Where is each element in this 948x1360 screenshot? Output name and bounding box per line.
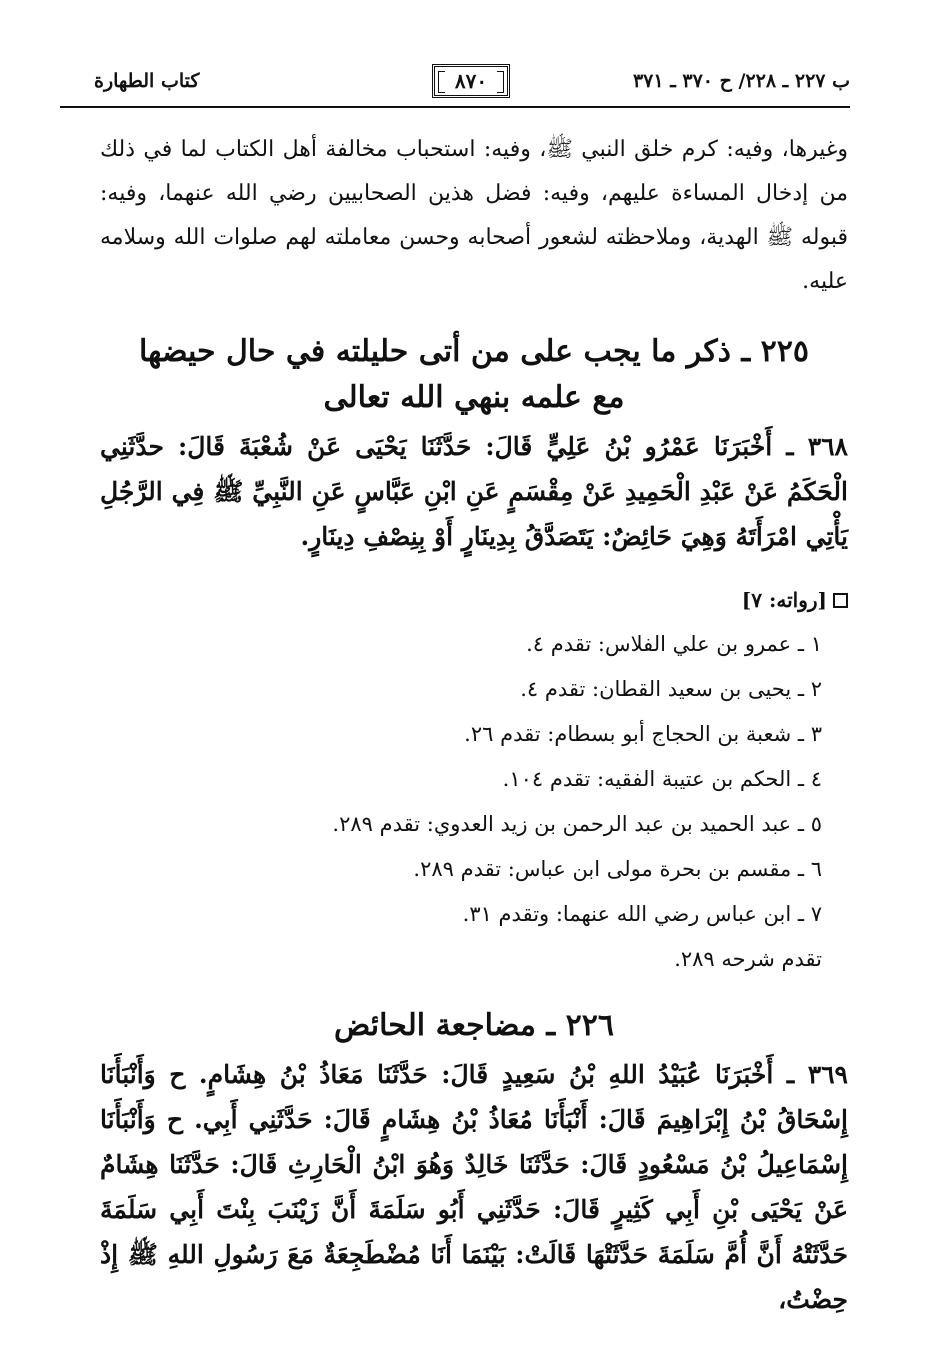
narrator-item: ٤ ـ الحكم بن عتيبة الفقيه: تقدم ١٠٤. bbox=[502, 767, 822, 791]
narrator-item: ١ ـ عمرو بن علي الفلاس: تقدم ٤. bbox=[526, 632, 822, 656]
narrators-list bbox=[332, 622, 822, 982]
narrator-item: ٣ ـ شعبة بن الحجاج أبو بسطام: تقدم ٢٦. bbox=[464, 722, 822, 746]
narrator-item: ٢ ـ يحيى بن سعيد القطان: تقدم ٤. bbox=[520, 677, 822, 701]
page-number-box bbox=[432, 64, 510, 98]
narrator-item: ٥ ـ عبد الحميد بن عبد الرحمن بن زيد العدوي: تقدم ٢٨٩. bbox=[332, 812, 822, 836]
narrator-item: ٧ ـ ابن عباس رضي الله عنهما: وتقدم ٣١. bbox=[462, 902, 822, 926]
chapter-225-heading-line2: مع علمه بنهي الله تعالى bbox=[323, 380, 625, 415]
hadith-368-text: ٣٦٨ ـ أَخْبَرَنَا عَمْرُو بْنُ عَلِيٍّ قَالَ: حَدَّثَنَا يَحْيَى عَنْ شُعْبَةَ قَالَ: حدَّثَنِي الْحَكَمُ عَنْ عَبْدِ الْحَمِيدِ عَنْ مِقْسَمٍ عَنِ ابْنِ عَبَّاسٍ عَنِ النَّبِيِّ ﷺ فِي الرَّجُلِ يَأْتِي امْرَأَتَهُ وَهِيَ حَائِضٌ: يَتَصَدَّقُ بِدِينَارٍ أَوْ بِنِصْفِ دِينَارٍ. bbox=[100, 432, 848, 551]
page-header bbox=[60, 64, 850, 104]
chapter-226-heading: ٢٢٦ ـ مضاجعة الحائض bbox=[334, 1008, 614, 1043]
narrators-count-label: [رواته: ٧] bbox=[741, 588, 827, 612]
intro-paragraph: وغيرها، وفيه: كرم خلق النبي ﷺ، وفيه: استحباب مخالفة أهل الكتاب لما في ذلك من إدخال المساءة عليهم، وفيه: فضل هذين الصحابيين رضي الله عنهما، وفيه: قبوله ﷺ الهدية، وملاحظته لشعور أصحابه وحسن معاملته لهم صلوات الله وسلامه عليه. bbox=[100, 137, 848, 294]
hadith-369-text: ٣٦٩ ـ أَخْبَرَنَا عُبَيْدُ اللهِ بْنُ سَعِيدٍ قَالَ: حَدَّثَنَا مَعَاذُ بْنُ هِشَامٍ. ح وَأَنْبَأَنَا إِسْحَاقُ بْنُ إِبْرَاهِيمَ قَالَ: أَنْبَأَنَا مُعَاذُ بْنُ هِشَامٍ قَالَ: حَدَّثَنِي أَبِي. ح وَأَنْبَأَنَا إِسْمَاعِيلُ بْنُ مَسْعُودٍ قَالَ: حَدَّثَنَا خَالِدٌ وَهُوَ ابْنُ الْحَارِثِ قَالَ: حَدَّثَنَا هِشَامٌ عَنْ يَحْيَى بْنِ أَبِي كَثِيرٍ قَالَ: حَدَّثَنِي أَبُو سَلَمَةَ أَنَّ زَيْنَبَ بِنْتَ أَبِي سَلَمَةَ حَدَّثَتْهُ أَنَّ أُمَّ سَلَمَةَ حَدَّثَتْهَا قَالَتْ: بَيْنَمَا أَنَا مُضْطَجِعَةٌ مَعَ رَسُولِ اللهِ ﷺ إِذْ حِضْتُ، bbox=[100, 1060, 848, 1314]
commentary-reference: تقدم شرحه ٢٨٩. bbox=[674, 947, 822, 971]
narrators-title bbox=[742, 588, 848, 612]
section-reference: ب ٢٢٧ ـ ٢٢٨/ ح ٣٧٠ ـ ٣٧١ bbox=[632, 70, 850, 92]
square-bullet-icon bbox=[833, 593, 848, 608]
page-number: ٨٧٠ bbox=[454, 69, 488, 93]
header-divider bbox=[60, 106, 850, 108]
chapter-225-heading-line1: ٢٢٥ ـ ذكر ما يجب على من أتى حليلته في حال حيضها bbox=[138, 334, 810, 369]
narrator-item: ٦ ـ مقسم بن بحرة مولى ابن عباس: تقدم ٢٨٩. bbox=[413, 857, 822, 881]
book-title: كتاب الطهارة bbox=[94, 70, 200, 92]
